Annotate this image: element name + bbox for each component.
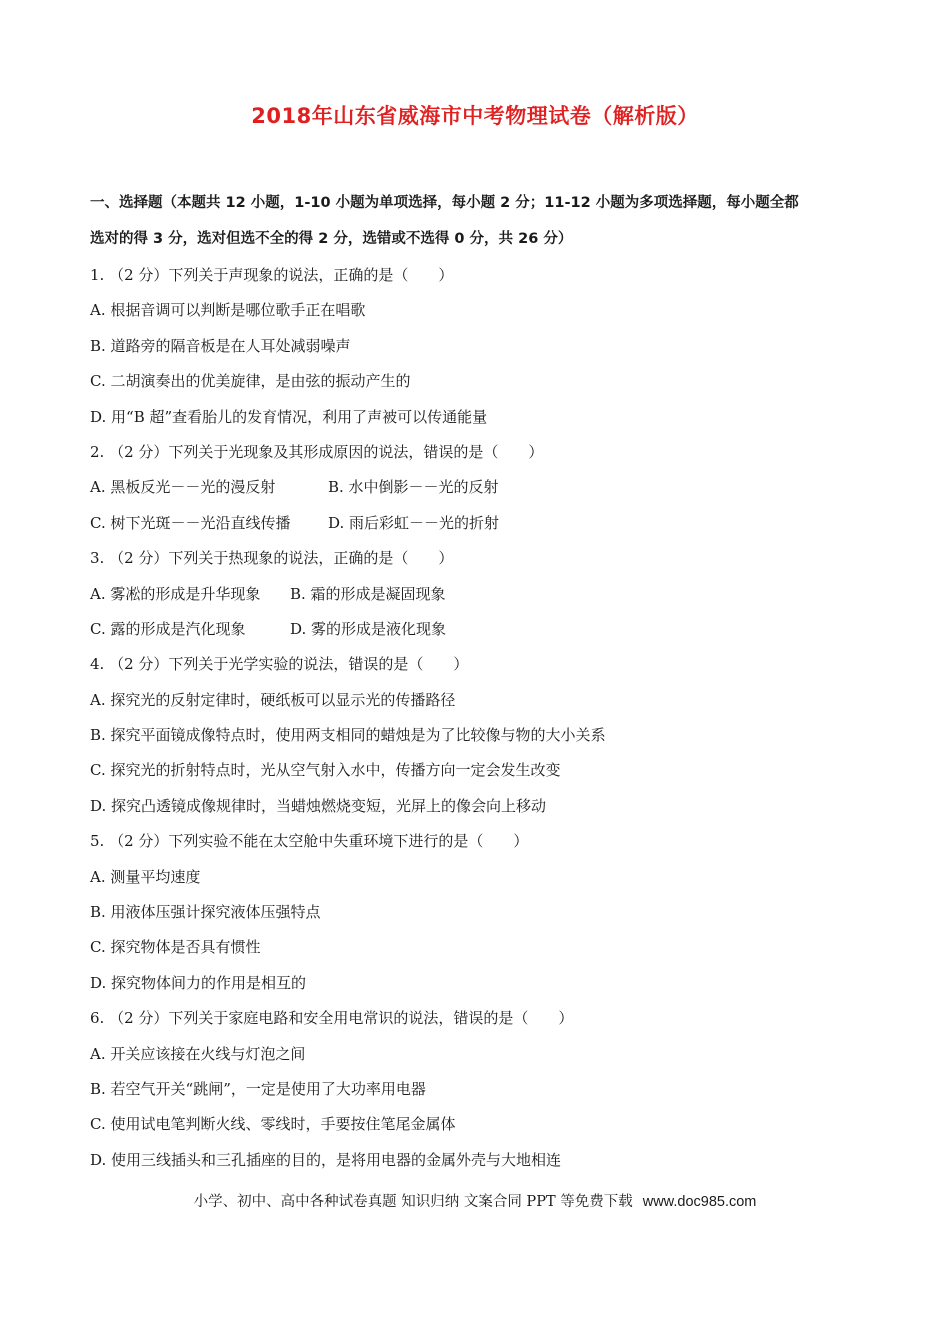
question-1-option-c: C. 二胡演奏出的优美旋律，是由弦的振动产生的 xyxy=(90,372,411,391)
question-2-option-c: C. 树下光斑－－光沿直线传播 xyxy=(90,513,291,532)
footer-link[interactable]: www.doc985.com xyxy=(642,1194,757,1210)
question-3-option-d: D. 雾的形成是液化现象 xyxy=(290,619,447,638)
question-2-option-b: B. 水中倒影－－光的反射 xyxy=(328,478,499,497)
question-2-options-row-2 xyxy=(90,506,870,541)
question-3-option-a: A. 雾凇的形成是升华现象 xyxy=(90,584,261,603)
question-list xyxy=(90,258,870,1178)
question-4-option-a: A. 探究光的反射定律时，硬纸板可以显示光的传播路径 xyxy=(90,690,456,709)
question-3-option-b: B. 霜的形成是凝固现象 xyxy=(290,584,446,603)
question-2-stem: 2. （2 分）下列关于光现象及其形成原因的说法，错误的是（ ） xyxy=(90,442,544,461)
question-5-option-a: A. 测量平均速度 xyxy=(90,867,201,886)
section-heading xyxy=(90,185,865,257)
question-1-option-b: B. 道路旁的隔音板是在人耳处减弱噪声 xyxy=(90,336,351,355)
question-4-option-c: C. 探究光的折射特点时，光从空气射入水中，传播方向一定会发生改变 xyxy=(90,761,561,780)
question-3-stem: 3. （2 分）下列关于热现象的说法，正确的是（ ） xyxy=(90,549,454,568)
question-6-stem: 6. （2 分）下列关于家庭电路和安全用电常识的说法，错误的是（ ） xyxy=(90,1009,574,1028)
section-heading-line-2: 选对的得 3 分，选对但选不全的得 2 分，选错或不选得 0 分，共 26 分） xyxy=(90,231,573,247)
question-6-option-c: C. 使用试电笔判断火线、零线时，手要按住笔尾金属体 xyxy=(90,1115,456,1134)
question-5-stem: 5. （2 分）下列实验不能在太空舱中失重环境下进行的是（ ） xyxy=(90,832,529,851)
question-4-option-d: D. 探究凸透镜成像规律时，当蜡烛燃烧变短，光屏上的像会向上移动 xyxy=(90,796,547,815)
section-heading-line-1: 一、选择题（本题共 12 小题，1-10 小题为单项选择，每小题 2 分；11-12 小题为多项选择题，每小题全都 xyxy=(90,195,799,211)
question-4-stem: 4. （2 分）下列关于光学实验的说法，错误的是（ ） xyxy=(90,655,469,674)
question-5-option-b: B. 用液体压强计探究液体压强特点 xyxy=(90,903,321,922)
question-1-stem: 1. （2 分）下列关于声现象的说法，正确的是（ ） xyxy=(90,266,454,284)
question-1-option-d: D. 用“B 超”查看胎儿的发育情况，利用了声被可以传通能量 xyxy=(90,407,488,426)
question-2-option-a: A. 黑板反光－－光的漫反射 xyxy=(90,478,276,497)
question-5-option-d: D. 探究物体间力的作用是相互的 xyxy=(90,973,307,992)
question-2-option-d: D. 雨后彩虹－－光的折射 xyxy=(328,513,500,532)
question-3-option-c: C. 露的形成是汽化现象 xyxy=(90,619,246,638)
footer-text: 小学、初中、高中各种试卷真题 知识归纳 文案合同 PPT 等免费下载 xyxy=(193,1194,633,1210)
question-3-options-row-2 xyxy=(90,612,870,647)
question-2-options-row-1 xyxy=(90,470,870,505)
question-3-options-row-1 xyxy=(90,577,870,612)
question-6-option-a: A. 开关应该接在火线与灯泡之间 xyxy=(90,1044,306,1063)
question-6-option-b: B. 若空气开关“跳闸”，一定是使用了大功率用电器 xyxy=(90,1079,426,1098)
page-title: 2018年山东省威海市中考物理试卷（解析版） xyxy=(251,104,699,128)
question-5-option-c: C. 探究物体是否具有惯性 xyxy=(90,938,261,957)
page-footer xyxy=(0,1190,950,1211)
question-6-option-d: D. 使用三线插头和三孔插座的目的，是将用电器的金属外壳与大地相连 xyxy=(90,1150,562,1169)
question-1-option-a: A. 根据音调可以判断是哪位歌手正在唱歌 xyxy=(90,301,366,320)
question-4-option-b: B. 探究平面镜成像特点时，使用两支相同的蜡烛是为了比较像与物的大小关系 xyxy=(90,726,606,745)
